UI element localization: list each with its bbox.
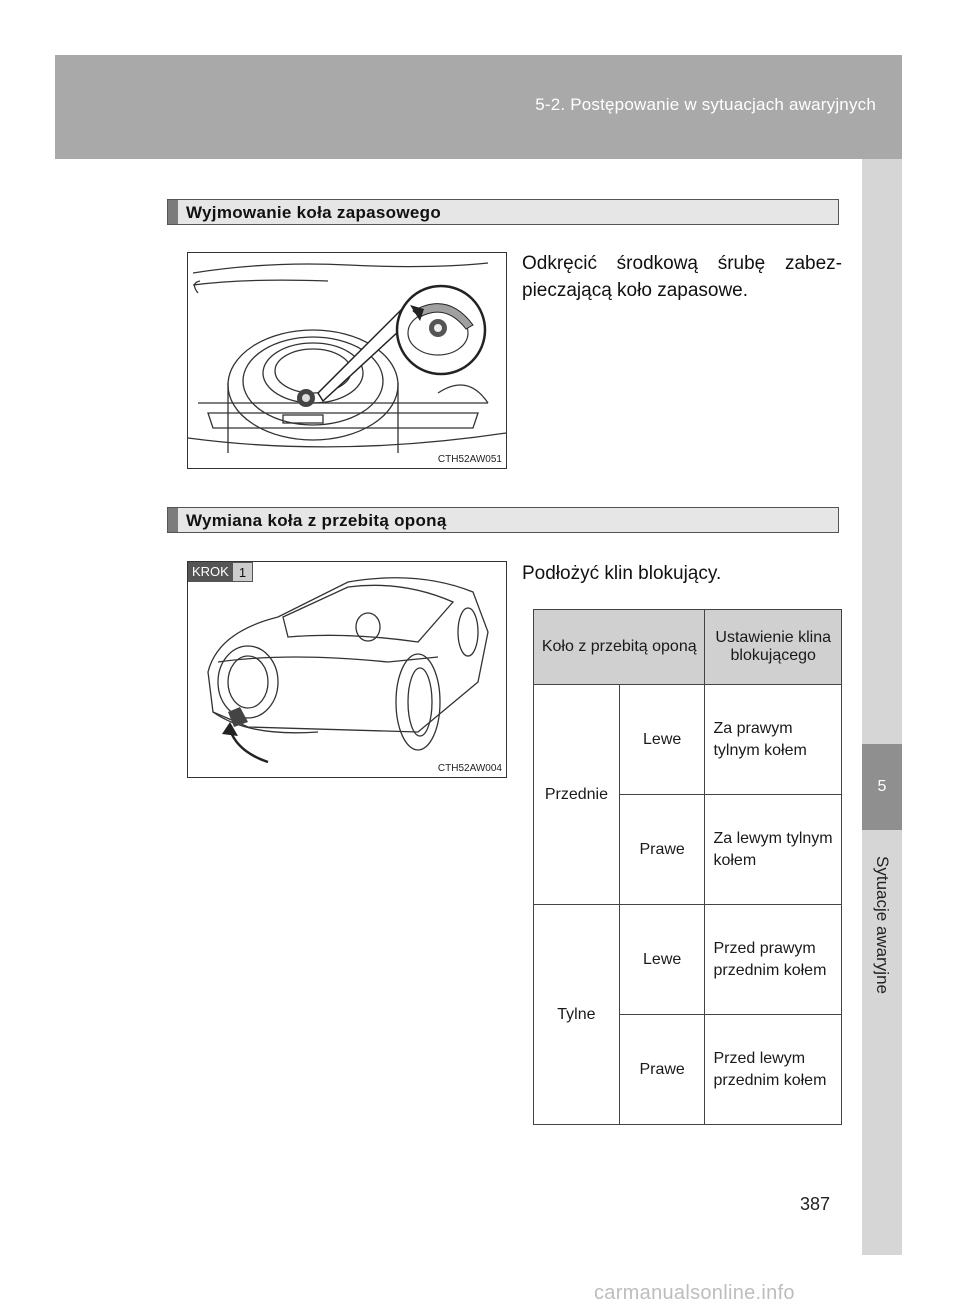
chapter-title: Sytuacje awaryjne xyxy=(873,856,892,994)
car-wedge-illustration xyxy=(187,561,507,778)
table-row xyxy=(534,685,842,795)
placement-cell: Przed lewym przednim kołem xyxy=(705,1015,842,1125)
table-row xyxy=(534,905,842,1015)
position-cell: Przednie xyxy=(534,685,620,905)
section-heading-text: Wymiana koła z przebitą oponą xyxy=(186,511,447,530)
chapter-title-vertical xyxy=(862,840,902,1010)
position-cell: Tylne xyxy=(534,905,620,1125)
spare-wheel-drawing xyxy=(188,253,506,468)
side-cell: Lewe xyxy=(619,905,705,1015)
chapter-number: 5 xyxy=(877,778,887,795)
chapter-tab xyxy=(862,744,902,830)
header-section-title: 5-2. Postępowanie w sytuacjach awaryjnych xyxy=(535,95,876,114)
placement-cell: Za lewym tylnym kołem xyxy=(705,795,842,905)
page-number: 387 xyxy=(800,1194,831,1214)
page-header xyxy=(55,55,902,159)
table-header-row xyxy=(534,610,842,685)
placement-cell: Za prawym tylnym kołem xyxy=(705,685,842,795)
side-cell: Prawe xyxy=(619,1015,705,1125)
step-number: 1 xyxy=(233,562,253,582)
instruction-text-1: Odkręcić środkową śrubę zabez-pieczającą koło zapasowe. xyxy=(522,253,842,301)
figure-code: CTH52AW004 xyxy=(437,763,502,774)
side-cell: Lewe xyxy=(619,685,705,795)
watermark-text: carmanualsonline.info xyxy=(594,1282,795,1304)
section-heading-text: Wyjmowanie koła zapasowego xyxy=(186,203,441,222)
instruction-text-2: Podłożyć klin blokujący. xyxy=(522,563,722,584)
wheel-chock-table xyxy=(533,609,842,1125)
header-wedge-placement: Ustawienie klina blokującego xyxy=(705,610,842,685)
section-heading-flat-tire xyxy=(167,507,839,533)
car-drawing xyxy=(188,562,506,777)
placement-cell: Przed prawym przednim kołem xyxy=(705,905,842,1015)
figure-code: CTH52AW051 xyxy=(437,454,502,465)
header-flat-wheel: Koło z przebitą oponą xyxy=(534,610,705,685)
spare-wheel-illustration xyxy=(187,252,507,469)
step-badge xyxy=(188,562,253,582)
side-cell: Prawe xyxy=(619,795,705,905)
side-tab-upper xyxy=(862,159,902,744)
section-heading-spare-wheel xyxy=(167,199,839,225)
step-label: KROK xyxy=(188,562,233,582)
